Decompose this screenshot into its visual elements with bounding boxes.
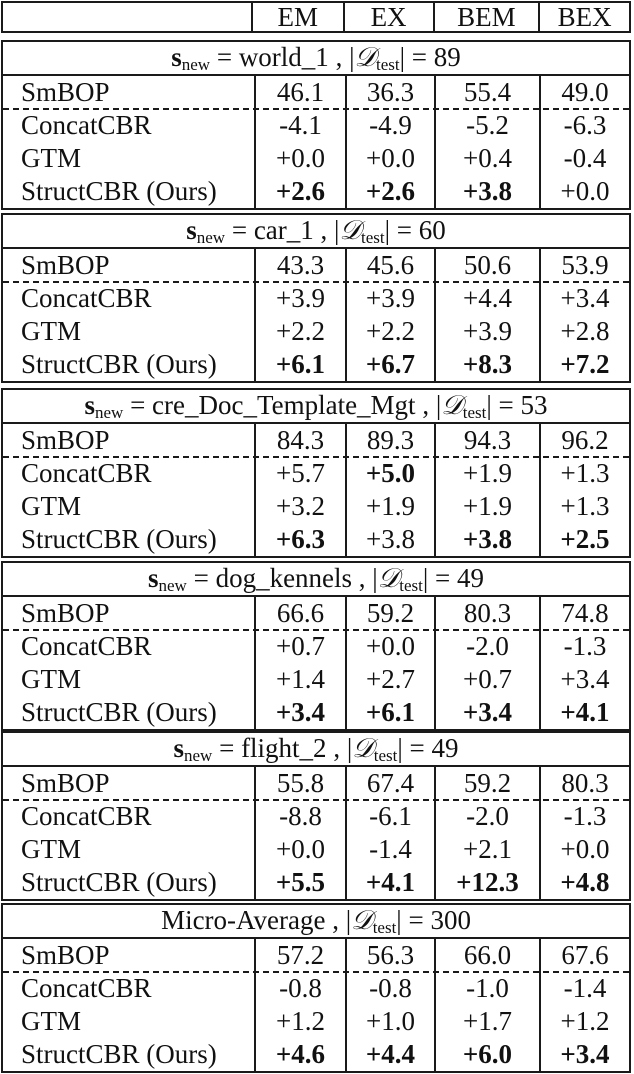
block-title: $s_{new}$ = world_1 , |𝒟$_{test}$| = 89 (3, 42, 629, 76)
metric-cell: +0.7 (434, 663, 539, 696)
table-row (3, 249, 629, 282)
block-title: $s_{new}$ = car_1 , |𝒟$_{test}$| = 60 (3, 215, 629, 249)
metric-cell: 50.6 (434, 249, 539, 282)
metric-cell: 67.6 (539, 939, 629, 972)
metric-cell: -1.3 (539, 630, 629, 663)
metric-cell: -1.4 (539, 972, 629, 1005)
metric-cell: +6.1 (254, 348, 345, 381)
metric-cell: +0.0 (254, 142, 345, 175)
metric-cell: +6.3 (254, 523, 345, 556)
block-title: $s_{new}$ = dog_kennels , |𝒟$_{test}$| = 49 (3, 563, 629, 597)
d-test-symbol: 𝒟 (354, 42, 377, 72)
metric-cell: +4.4 (434, 282, 539, 315)
metric-cell: 59.2 (345, 597, 434, 630)
metric-cell: +1.9 (434, 457, 539, 490)
results-block (1, 561, 631, 731)
header-bex: BEX (538, 3, 629, 31)
metric-cell: +3.9 (434, 315, 539, 348)
table-row (3, 424, 629, 457)
metric-cell: +2.5 (539, 523, 629, 556)
s-new-subscript: new (196, 228, 226, 247)
block-title: Micro-Average , |𝒟$_{test}$| = 300 (3, 905, 629, 939)
metric-cell: +4.1 (539, 696, 629, 729)
table-row (3, 175, 629, 208)
header-em: EM (251, 3, 343, 31)
metric-cell: 66.6 (254, 597, 345, 630)
table-row (3, 767, 629, 800)
block-name: dog_kennels (215, 563, 353, 593)
metric-cell: 43.3 (254, 249, 345, 282)
metric-cell: -1.3 (539, 800, 629, 833)
model-name: SmBOP (21, 768, 110, 798)
model-name: StructCBR (Ours) (21, 867, 217, 897)
metric-cell: +2.8 (539, 315, 629, 348)
block-name: cre_Doc_Template_Mgt (152, 390, 416, 420)
metric-cell: +3.4 (539, 663, 629, 696)
results-block (1, 388, 631, 558)
table-row (3, 76, 629, 109)
test-count: 89 (433, 42, 461, 72)
metric-cell: +5.0 (345, 457, 434, 490)
model-name: ConcatCBR (21, 973, 152, 1003)
metric-cell: -1.4 (345, 833, 434, 866)
model-name: ConcatCBR (21, 801, 152, 831)
metric-cell: +6.1 (345, 696, 434, 729)
table-row (3, 696, 629, 729)
metric-cell: -0.8 (254, 972, 345, 1005)
metric-cell: 74.8 (539, 597, 629, 630)
model-name: StructCBR (Ours) (21, 1039, 217, 1069)
table-row (3, 348, 629, 381)
table-row (3, 282, 629, 315)
d-test-subscript: test (376, 55, 400, 74)
metric-cell: 46.1 (254, 76, 345, 109)
metric-cell: +1.9 (345, 490, 434, 523)
test-count: 60 (418, 215, 446, 245)
metric-cell: +2.2 (254, 315, 345, 348)
metric-cell: +8.3 (434, 348, 539, 381)
metric-cell: +0.0 (254, 833, 345, 866)
metric-cell: 84.3 (254, 424, 345, 457)
metric-cell: +4.4 (345, 1038, 434, 1071)
metric-cell: 57.2 (254, 939, 345, 972)
d-test-symbol: 𝒟 (441, 390, 463, 420)
table-row (3, 866, 629, 899)
metric-cell: +0.0 (345, 630, 434, 663)
model-name: ConcatCBR (21, 283, 152, 313)
d-test-subscript: test (462, 403, 487, 422)
model-name: GTM (21, 491, 81, 521)
metric-cell: +0.4 (434, 142, 539, 175)
s-new-symbol: s (173, 733, 184, 763)
metric-cell: -4.9 (345, 109, 434, 142)
table-row (3, 142, 629, 175)
table-row (3, 939, 629, 972)
model-name: StructCBR (Ours) (21, 697, 217, 727)
s-new-symbol: s (171, 42, 182, 72)
metric-cell: -2.0 (434, 630, 539, 663)
metric-cell: +2.6 (345, 175, 434, 208)
metric-cell: 89.3 (345, 424, 434, 457)
metric-cell: +3.4 (254, 696, 345, 729)
s-new-subscript: new (94, 403, 124, 422)
metric-cell: 36.3 (345, 76, 434, 109)
metric-cell: +2.6 (254, 175, 345, 208)
model-name: ConcatCBR (21, 458, 152, 488)
metric-cell: +1.0 (345, 1005, 434, 1038)
table-row (3, 597, 629, 630)
d-test-symbol: 𝒟 (352, 733, 374, 763)
metric-cell: +1.4 (254, 663, 345, 696)
metric-cell: +3.2 (254, 490, 345, 523)
results-block (1, 213, 631, 383)
metric-cell: +3.4 (539, 282, 629, 315)
table-row (3, 1038, 629, 1071)
metric-cell: +4.1 (345, 866, 434, 899)
s-new-subscript: new (181, 55, 211, 74)
metric-cell: 94.3 (434, 424, 539, 457)
d-test-symbol: 𝒟 (339, 215, 361, 245)
metric-cell: 53.9 (539, 249, 629, 282)
metric-cell: -8.8 (254, 800, 345, 833)
metric-cell: +6.0 (434, 1038, 539, 1071)
table-header (1, 1, 631, 33)
metric-cell: +0.7 (254, 630, 345, 663)
table-row (3, 663, 629, 696)
s-new-symbol: s (186, 215, 197, 245)
metric-cell: 55.8 (254, 767, 345, 800)
table-row (3, 833, 629, 866)
d-test-subscript: test (399, 576, 423, 595)
metric-cell: +3.9 (254, 282, 345, 315)
table-row (3, 630, 629, 663)
metric-cell: +1.2 (254, 1005, 345, 1038)
metric-cell: 80.3 (434, 597, 539, 630)
block-name: world_1 (238, 42, 329, 72)
metric-cell: +1.7 (434, 1005, 539, 1038)
model-name: GTM (21, 834, 81, 864)
s-new-symbol: s (84, 390, 95, 420)
d-test-subscript: test (372, 918, 397, 937)
metric-cell: +3.9 (345, 282, 434, 315)
metric-cell: +1.3 (539, 490, 629, 523)
block-title: $s_{new}$ = flight_2 , |𝒟$_{test}$| = 49 (3, 733, 629, 767)
model-name: SmBOP (21, 940, 110, 970)
metric-cell: +1.2 (539, 1005, 629, 1038)
metric-cell: +3.4 (539, 1038, 629, 1071)
table-row (3, 457, 629, 490)
results-block (1, 40, 631, 210)
table-row (3, 1005, 629, 1038)
metric-cell: 67.4 (345, 767, 434, 800)
metric-cell: +4.8 (539, 866, 629, 899)
test-count: 53 (520, 390, 548, 420)
metric-cell: +3.8 (434, 523, 539, 556)
metric-cell: +7.2 (539, 348, 629, 381)
d-test-symbol: 𝒟 (351, 905, 373, 935)
table-row (3, 315, 629, 348)
results-block (1, 731, 631, 901)
d-test-subscript: test (373, 746, 398, 765)
header-bem: BEM (433, 3, 539, 31)
metric-cell: +4.6 (254, 1038, 345, 1071)
s-new-symbol: s (147, 563, 159, 593)
table-row (3, 523, 629, 556)
metric-cell: +0.0 (539, 175, 629, 208)
metric-cell: +3.4 (434, 696, 539, 729)
model-name: GTM (21, 143, 81, 173)
model-name: GTM (21, 1006, 81, 1036)
d-test-subscript: test (361, 228, 385, 247)
metric-cell: -4.1 (254, 109, 345, 142)
s-new-subscript: new (158, 576, 187, 595)
table-row (3, 490, 629, 523)
metric-cell: -0.4 (539, 142, 629, 175)
table-row (3, 109, 629, 142)
model-name: GTM (21, 316, 81, 346)
block-name: car_1 (253, 215, 314, 245)
test-count: 300 (430, 905, 471, 935)
d-test-symbol: 𝒟 (377, 563, 400, 593)
metric-cell: 59.2 (434, 767, 539, 800)
table-row (3, 800, 629, 833)
metric-cell: +3.8 (345, 523, 434, 556)
metric-cell: +0.0 (345, 142, 434, 175)
table-row (3, 972, 629, 1005)
model-name: StructCBR (Ours) (21, 176, 217, 206)
block-name: Micro-Average (161, 905, 326, 935)
metric-cell: -6.1 (345, 800, 434, 833)
metric-cell: -1.0 (434, 972, 539, 1005)
model-name: ConcatCBR (21, 110, 152, 140)
metric-cell: -0.8 (345, 972, 434, 1005)
metric-cell: +5.7 (254, 457, 345, 490)
metric-cell: 49.0 (539, 76, 629, 109)
results-block (1, 903, 631, 1073)
metric-cell: 80.3 (539, 767, 629, 800)
model-name: SmBOP (21, 598, 110, 628)
metric-cell: +1.9 (434, 490, 539, 523)
model-name: StructCBR (Ours) (21, 524, 217, 554)
metric-cell: -2.0 (434, 800, 539, 833)
metric-cell: +5.5 (254, 866, 345, 899)
model-name: ConcatCBR (21, 631, 152, 661)
model-name: SmBOP (21, 77, 110, 107)
metric-cell: +2.1 (434, 833, 539, 866)
s-new-subscript: new (184, 746, 213, 765)
header-ex: EX (343, 3, 433, 31)
block-name: flight_2 (241, 733, 327, 763)
metric-cell: +2.7 (345, 663, 434, 696)
block-title: $s_{new}$ = cre_Doc_Template_Mgt , |𝒟$_{test}$| = 53 (3, 390, 629, 424)
metric-cell: 96.2 (539, 424, 629, 457)
metric-cell: +3.8 (434, 175, 539, 208)
metric-cell: +12.3 (434, 866, 539, 899)
metric-cell: -6.3 (539, 109, 629, 142)
metric-cell: +2.2 (345, 315, 434, 348)
header-empty-cell (3, 3, 251, 31)
metric-cell: +6.7 (345, 348, 434, 381)
metric-cell: 55.4 (434, 76, 539, 109)
metric-cell: +0.0 (539, 833, 629, 866)
test-count: 49 (457, 563, 484, 593)
metric-cell: 45.6 (345, 249, 434, 282)
test-count: 49 (431, 733, 459, 763)
model-name: StructCBR (Ours) (21, 349, 217, 379)
metric-cell: 66.0 (434, 939, 539, 972)
metric-cell: +1.3 (539, 457, 629, 490)
model-name: GTM (21, 664, 81, 694)
model-name: SmBOP (21, 425, 110, 455)
metric-cell: -5.2 (434, 109, 539, 142)
metric-cell: 56.3 (345, 939, 434, 972)
model-name: SmBOP (21, 250, 110, 280)
